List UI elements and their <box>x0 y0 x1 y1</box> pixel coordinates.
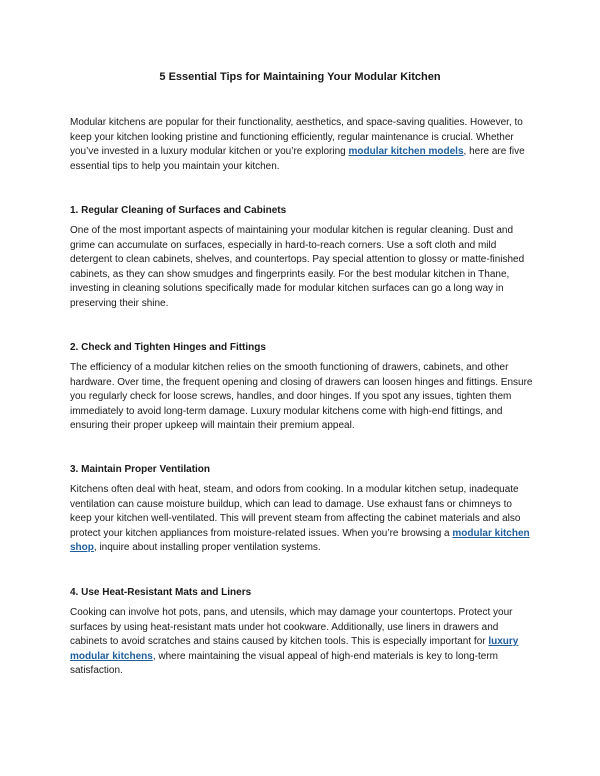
text-line: keep your kitchen looking pristine and functioning efficiently, regular maintenance is crucial. Whether <box>70 131 514 143</box>
text-line: The efficiency of a modular kitchen relies on the smooth functioning of drawers, cabinets, and other <box>70 362 509 373</box>
text-line: immediately to avoid long-term damage. Luxury modular kitchens come with high-end fittings, and <box>70 405 503 417</box>
text-line: ventilation can cause moisture buildup, which can lead to damage. Use exhaust fans or chimneys to <box>70 498 512 510</box>
text-line <box>70 145 532 160</box>
text-span: , inquire about installing proper ventilation systems. <box>93 542 321 554</box>
text-line <box>70 527 532 542</box>
tip2-heading: 2. Check and Tighten Hinges and Fittings <box>70 342 266 353</box>
text-line: grime can accumulate on surfaces, especially in hard-to-reach corners. Use a soft cloth and mild <box>70 239 497 251</box>
modular-kitchen-shop-link-continued[interactable]: shop <box>70 542 94 554</box>
text-line <box>70 635 532 650</box>
tip4-paragraph <box>70 606 532 679</box>
text-line <box>70 541 532 556</box>
text-line: Modular kitchens are popular for their functionality, aesthetics, and space-saving qualities. However, to <box>70 117 523 128</box>
text-line: surfaces by using heat-resistant mats under hot cookware. Additionally, use liners in drawers and <box>70 621 499 633</box>
text-span: you’ve invested in a luxury modular kitchen or you’re exploring <box>70 146 349 158</box>
tip3-heading: 3. Maintain Proper Ventilation <box>70 464 211 475</box>
text-span: protect your kitchen appliances from moisture-related issues. When you’re browsing a <box>70 527 453 539</box>
text-line: preserving their shine. <box>70 297 169 309</box>
tip4-heading: 4. Use Heat-Resistant Mats and Liners <box>70 587 252 598</box>
text-line: ensuring their proper upkeep will maintain their premium appeal. <box>70 420 355 432</box>
luxury-modular-kitchens-link-continued[interactable]: modular kitchens <box>70 650 153 662</box>
text-span: cabinets to avoid scratches and stains caused by kitchen tools. This is especially important for <box>70 636 489 648</box>
text-span: , where maintaining the visual appeal of high-end materials is key to long-term <box>152 650 498 662</box>
tip2-paragraph <box>70 361 532 434</box>
text-line: One of the most important aspects of maintaining your modular kitchen is regular cleaning. Dust and <box>70 225 514 236</box>
modular-kitchen-models-link[interactable]: modular kitchen models <box>348 146 464 158</box>
text-line: satisfaction. <box>70 665 123 677</box>
text-line: detergent to clean cabinets, shelves, and countertops. Pay special attention to glossy or matte-finished <box>70 254 525 266</box>
text-line <box>70 650 532 665</box>
modular-kitchen-shop-link[interactable]: modular kitchen <box>452 527 530 539</box>
tip1-paragraph <box>70 224 532 312</box>
intro-paragraph <box>70 116 532 174</box>
text-line: you regularly check for loose screws, handles, and door hinges. If you spot any issues, tighten them <box>70 391 512 403</box>
text-line: essential tips to help you maintain your kitchen. <box>70 160 280 172</box>
text-line: cabinets, as they can show smudges and fingerprints easily. For the best modular kitchen in Thane, <box>70 268 510 280</box>
text-line: Kitchens often deal with heat, steam, and odors from cooking. In a modular kitchen setup, inadequate <box>70 484 519 495</box>
luxury-modular-kitchens-link[interactable]: luxury <box>488 636 519 648</box>
text-line: hardware. Over time, the frequent opening and closing of drawers can loosen hinges and fittings. Ensure <box>70 376 533 388</box>
text-span: , here are five <box>463 146 525 158</box>
tip3-paragraph <box>70 483 532 556</box>
document-title: 5 Essential Tips for Maintaining Your Modular Kitchen <box>159 71 441 83</box>
tip1-heading: 1. Regular Cleaning of Surfaces and Cabinets <box>70 205 287 216</box>
text-line: investing in cleaning solutions specifically made for modular kitchen surfaces can go a long way in <box>70 283 504 295</box>
text-line: keep your kitchen well-ventilated. This will prevent steam from affecting the cabinet materials and also <box>70 513 521 525</box>
text-line: Cooking can involve hot pots, pans, and utensils, which may damage your countertops. Protect your <box>70 607 513 618</box>
